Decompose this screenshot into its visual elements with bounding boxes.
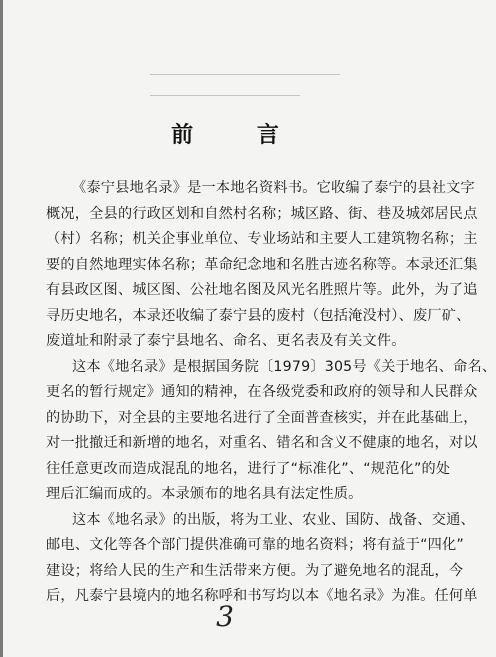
page-spine-edge: [0, 0, 3, 657]
text-line: 寻历史地名，本录还收编了泰宁县的废村（包括淹没村）、废厂矿、: [46, 307, 471, 324]
text-line: 的协助下，对全县的主要地名进行了全面普查核实，并在此基础上，: [46, 409, 478, 426]
text-line: 后，凡泰宁县境内的地名称呼和书写均以本《地名录》为准。任何单: [46, 588, 478, 604]
paragraph-3: [46, 508, 478, 610]
paragraph-1: [46, 176, 478, 355]
text-line: 这本《地名录》是根据国务院〔1979〕305号《关于地名、命名、: [72, 358, 496, 375]
text-line: 建设；将给人民的生产和生活带来方便。为了避免地名的混乱，今: [46, 562, 464, 579]
text-line: 更名的暂行规定》通知的精神，在各级党委和政府的领导和人民群众: [46, 384, 478, 400]
text-line: 这本《地名录》的出版，将为工业、农业、国防、战备、交通、: [72, 511, 475, 528]
page-title: 前 言: [171, 122, 307, 148]
text-line: 要的自然地理实体名称；革命纪念地和名胜古迹名称等。本录还汇集: [46, 256, 478, 273]
text-line: 对一批撤迁和新增的地名，对重名、错名和含义不健康的地名，对以: [46, 435, 478, 451]
paragraph-2: [46, 355, 496, 508]
text-line: 邮电、文化等各个部门提供准确可靠的地名资料；将有益于“四化”: [46, 537, 464, 553]
page-number: 3: [216, 600, 234, 633]
scan-artifact: [150, 74, 340, 75]
text-line: 《泰宁县地名录》是一本地名资料书。它收编了泰宁的县社文字: [72, 180, 475, 196]
text-line: （村）名称；机关企事业单位、专业场站和主要人工建筑物名称；主: [46, 231, 478, 247]
scan-artifact: [150, 95, 300, 96]
text-line: 往任意更改而造成混乱的地名，进行了“标准化”、“规范化”的处: [46, 460, 451, 477]
text-line: 概况，全县的行政区划和自然村名称；城区路、街、巷及城郊居民点: [46, 205, 478, 222]
text-line: 理后汇编而成的。本录颁布的地名具有法定性质。: [46, 486, 363, 502]
text-line: 有县政区图、城区图、公社地名图及风光名胜照片等。此外，为了追: [46, 282, 478, 298]
body-text: [46, 176, 496, 610]
text-line: 废道址和附录了泰宁县地名、命名、更名表及有关文件。: [46, 333, 406, 349]
